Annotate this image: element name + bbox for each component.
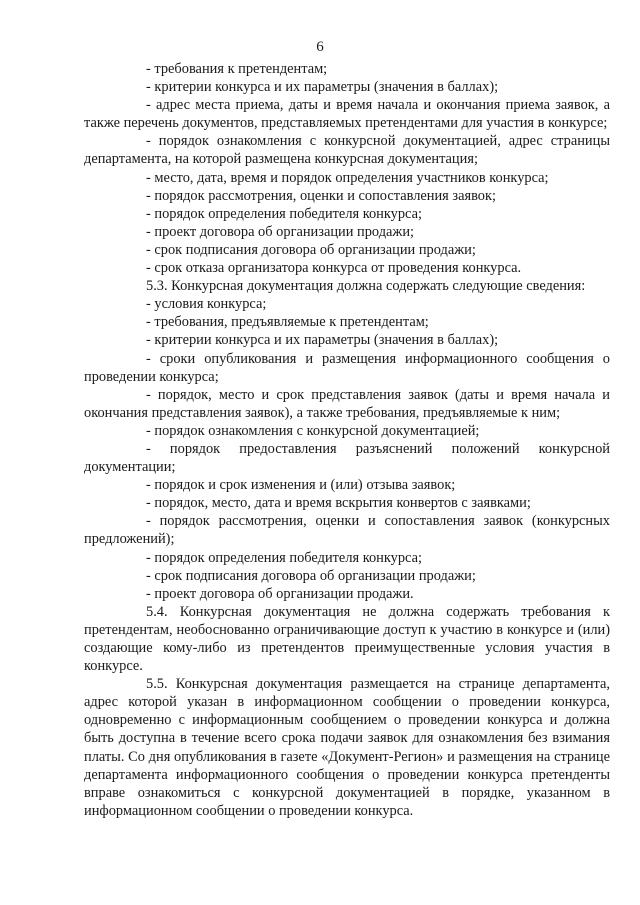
list-item: - срок подписания договора об организации продажи;: [146, 241, 476, 258]
section-paragraph: 5.4. Конкурсная документация не должна содержать требования к претендентам, необоснованно ограничивающие доступ к участию в конкурсе и (или) создающие кому-либо из претендентов преимущественные условия участия в конкурсе.: [84, 603, 610, 675]
list-item: - порядок рассмотрения, оценки и сопоставления заявок;: [146, 187, 496, 204]
list-item: - порядок ознакомления с конкурсной документацией, адрес страницы департамента, на которой размещена конкурсная документация;: [84, 133, 610, 168]
list-item: - срок отказа организатора конкурса от проведения конкурса.: [146, 260, 522, 277]
body-text: [84, 60, 610, 820]
list-item: - срок подписания договора об организации продажи;: [146, 567, 476, 584]
list-item: - порядок рассмотрения, оценки и сопоставления заявок (конкурсных предложений);: [84, 513, 610, 548]
list-item: - порядок, место, дата и время вскрытия конвертов с заявками;: [146, 495, 531, 512]
list-item: - требования, предъявляемые к претендентам;: [146, 314, 429, 331]
list-item: - адрес места приема, даты и время начала и окончания приема заявок, а также перечень документов, представляемых претендентами для участия в конкурсе;: [84, 97, 610, 132]
list-item: - порядок, место и срок представления заявок (даты и время начала и окончания представления заявок), а также требования, предъявляемые к ним;: [84, 386, 610, 421]
list-item: - требования к претендентам;: [146, 61, 328, 77]
list-item: - условия конкурса;: [146, 296, 267, 313]
list-item: - порядок определения победителя конкурса;: [146, 205, 422, 222]
section-paragraph: 5.5. Конкурсная документация размещается на странице департамента, адрес которой указан в информационном сообщении о проведении конкурса, одновременно с информационным сообщением о проведении конкурса и должна быть доступна в течение всего срока подачи заявок для ознакомления без взимания платы. Со дня опубликования в газете «Документ-Регион» и размещения на странице департамента информационного сообщения о проведении конкурса претенденты вправе ознакомиться с конкурсной документацией в порядке, указанном в информационном сообщении о проведении конкурса.: [84, 676, 610, 819]
list-item: - место, дата, время и порядок определения участников конкурса;: [146, 169, 549, 186]
list-item: - критерии конкурса и их параметры (значения в баллах);: [146, 332, 499, 349]
list-item: - порядок и срок изменения и (или) отзыва заявок;: [146, 477, 456, 494]
list-item: - порядок ознакомления с конкурсной документацией;: [146, 422, 480, 439]
list-item: - проект договора об организации продажи.: [146, 585, 414, 602]
list-item: - порядок предоставления разъяснений положений конкурсной документации;: [84, 440, 610, 476]
list-item: - критерии конкурса и их параметры (значения в баллах);: [146, 79, 499, 96]
section-paragraph: 5.3. Конкурсная документация должна содержать следующие сведения:: [146, 278, 586, 295]
list-item: - порядок определения победителя конкурса;: [146, 549, 422, 566]
list-item: - сроки опубликования и размещения информационного сообщения о проведении конкурса;: [84, 350, 610, 385]
list-item: - проект договора об организации продажи;: [146, 223, 415, 240]
page-number: 6: [316, 39, 324, 55]
